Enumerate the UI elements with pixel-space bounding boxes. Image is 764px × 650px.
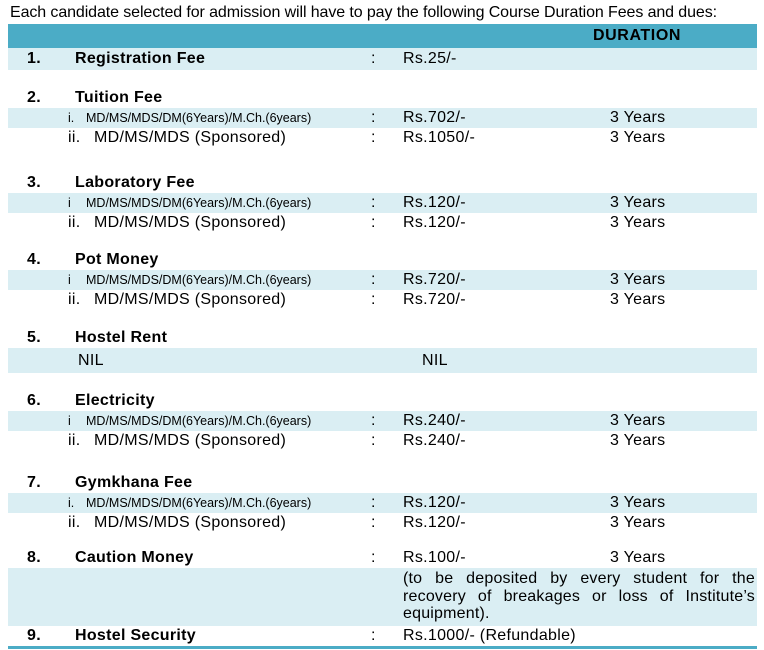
colon-separator: : — [371, 291, 376, 308]
course-name: MD/MS/MDS (Sponsored) — [94, 514, 287, 531]
duration-value: 3 Years — [610, 271, 666, 288]
sub-row — [8, 108, 757, 128]
item-number: 3. — [27, 174, 41, 191]
item-name: Gymkhana Fee — [75, 474, 193, 491]
duration-value: 3 Years — [610, 214, 666, 231]
sub-row — [8, 513, 757, 533]
duration-value: 3 Years — [610, 432, 666, 449]
item-number: 5. — [27, 329, 41, 346]
sub-row — [8, 431, 757, 451]
fee-value: Rs.25/- — [403, 50, 457, 67]
section-caution-money — [8, 548, 757, 626]
row-hostel-security — [8, 626, 757, 646]
course-name: MD/MS/MDS/DM(6Years)/M.Ch.(6years) — [86, 496, 312, 510]
item-name: Hostel Security — [75, 626, 196, 644]
section-tuition-fee — [8, 88, 757, 148]
sub-row — [8, 193, 757, 213]
course-label — [68, 196, 371, 210]
sub-row — [8, 213, 757, 233]
section-header-row — [8, 88, 757, 108]
caution-note-band — [8, 568, 757, 626]
section-electricity — [8, 391, 757, 451]
section-laboratory-fee — [8, 173, 757, 233]
colon-separator: : — [371, 626, 376, 644]
sub-row — [8, 128, 757, 148]
item-name: Tuition Fee — [75, 89, 163, 106]
course-name: MD/MS/MDS/DM(6Years)/M.Ch.(6years) — [86, 414, 312, 428]
item-name: Caution Money — [75, 549, 194, 566]
course-label — [68, 129, 371, 147]
colon-separator: : — [371, 412, 376, 429]
duration-value: 3 Years — [610, 549, 666, 566]
item-name: Hostel Rent — [75, 329, 168, 346]
course-label — [68, 414, 371, 428]
nil-value-left: NIL — [78, 351, 104, 369]
table-header-bar — [8, 24, 757, 48]
course-name: MD/MS/MDS (Sponsored) — [94, 214, 287, 231]
item-number: 1. — [27, 50, 41, 67]
fee-table — [8, 24, 757, 649]
colon-separator: : — [371, 549, 376, 566]
sub-row — [8, 411, 757, 431]
row-registration-fee — [8, 48, 757, 70]
section-header-row — [8, 473, 757, 493]
list-marker: ii. — [68, 514, 81, 531]
section-gymkhana-fee — [8, 473, 757, 533]
duration-value: 3 Years — [610, 494, 666, 511]
list-marker: i. — [68, 111, 75, 125]
course-label — [68, 111, 371, 125]
colon-separator: : — [371, 214, 376, 231]
fee-value: Rs.120/- — [403, 514, 466, 531]
list-marker: ii. — [68, 432, 81, 449]
list-marker: i — [68, 273, 71, 287]
item-name: Registration Fee — [75, 50, 206, 67]
list-marker: ii. — [68, 291, 81, 308]
item-number: 8. — [27, 549, 41, 566]
colon-separator: : — [371, 129, 376, 146]
intro-text: Each candidate selected for admission will have to pay the following Course Duration Fees and dues: — [10, 4, 717, 21]
colon-separator: : — [371, 432, 376, 449]
course-label — [68, 432, 371, 450]
section-header-row — [8, 250, 757, 270]
fee-value: Rs.120/- — [403, 214, 466, 231]
course-name: MD/MS/MDS (Sponsored) — [94, 129, 287, 146]
fee-value: Rs.702/- — [403, 109, 466, 126]
item-name: Laboratory Fee — [75, 174, 195, 191]
list-marker: ii. — [68, 129, 81, 146]
list-marker: i — [68, 196, 71, 210]
colon-separator: : — [371, 271, 376, 288]
fee-value: Rs.240/- — [403, 432, 466, 449]
list-marker: i. — [68, 496, 75, 510]
item-name: Electricity — [75, 392, 155, 409]
caution-note-text: (to be deposited by every student for the recovery of breakages or loss of Institute’s equipment). — [403, 570, 755, 622]
section-header-row — [8, 391, 757, 411]
duration-value: 3 Years — [610, 412, 666, 429]
bottom-rule — [8, 646, 757, 649]
fee-value: Rs.120/- — [403, 194, 466, 211]
item-name: Pot Money — [75, 251, 159, 268]
fee-row — [8, 548, 757, 568]
item-number: 9. — [27, 626, 41, 644]
colon-separator: : — [371, 50, 376, 67]
item-number: 6. — [27, 392, 41, 409]
course-label — [68, 514, 371, 532]
course-label — [68, 291, 371, 309]
course-label — [68, 496, 371, 510]
duration-value: 3 Years — [610, 109, 666, 126]
nil-value-right: NIL — [422, 351, 448, 369]
course-label — [68, 273, 371, 287]
fee-value: Rs.100/- — [403, 549, 466, 566]
section-header-row — [8, 173, 757, 193]
section-header-row — [8, 328, 757, 348]
sub-row — [8, 270, 757, 290]
item-number: 7. — [27, 474, 41, 491]
course-name: MD/MS/MDS/DM(6Years)/M.Ch.(6years) — [86, 111, 312, 125]
item-number: 2. — [27, 89, 41, 106]
sub-row — [8, 290, 757, 310]
duration-value: 3 Years — [610, 129, 666, 146]
course-name: MD/MS/MDS/DM(6Years)/M.Ch.(6years) — [86, 273, 312, 287]
fee-value: Rs.120/- — [403, 494, 466, 511]
fee-value: Rs.720/- — [403, 291, 466, 308]
colon-separator: : — [371, 194, 376, 211]
item-number: 4. — [27, 251, 41, 268]
colon-separator: : — [371, 109, 376, 126]
duration-value: 3 Years — [610, 194, 666, 211]
duration-value: 3 Years — [610, 291, 666, 308]
fee-value: Rs.240/- — [403, 412, 466, 429]
course-label — [68, 214, 371, 232]
course-name: MD/MS/MDS/DM(6Years)/M.Ch.(6years) — [86, 196, 312, 210]
duration-column-header: DURATION — [593, 27, 682, 44]
section-pot-money — [8, 250, 757, 310]
sub-row — [8, 493, 757, 513]
course-name: MD/MS/MDS (Sponsored) — [94, 291, 287, 308]
colon-separator: : — [371, 494, 376, 511]
fee-value: Rs.720/- — [403, 271, 466, 288]
section-hostel-rent — [8, 328, 757, 373]
fee-value: Rs.1000/- (Refundable) — [403, 626, 576, 644]
list-marker: ii. — [68, 214, 81, 231]
course-name: MD/MS/MDS (Sponsored) — [94, 432, 287, 449]
nil-row — [8, 348, 757, 373]
list-marker: i — [68, 414, 71, 428]
duration-value: 3 Years — [610, 514, 666, 531]
fee-value: Rs.1050/- — [403, 129, 476, 146]
colon-separator: : — [371, 514, 376, 531]
